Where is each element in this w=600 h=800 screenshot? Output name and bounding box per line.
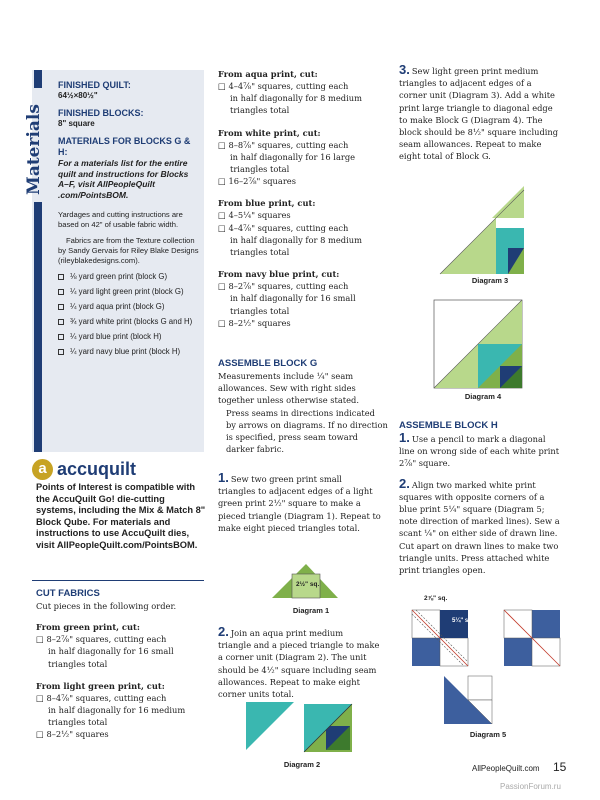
text-line: allowances. Sew with right sides (218, 383, 356, 394)
materials-list (58, 272, 200, 357)
cut-line: □ 4–4⅞" squares, cutting each (218, 222, 349, 233)
text-line: allowances. Repeat to make eight (218, 676, 360, 687)
text-line: triangles to adjacent edges of a (399, 78, 532, 89)
text-line: green print 2½" square to make a (218, 498, 361, 509)
cut-group-title: From blue print, cut: (218, 198, 316, 209)
text-line: to make Block G (Diagram 4). The (399, 114, 543, 125)
assemble-h-section (399, 420, 579, 576)
step-1-g (218, 472, 388, 534)
text-line: line on wrong side of each white print (399, 446, 560, 457)
cut-group (218, 127, 384, 188)
page-number: 15 (553, 760, 567, 774)
assemble-g-press (218, 407, 388, 456)
cut-line: □ 4–4⅞" squares, cutting each (218, 81, 349, 91)
text-line: blue print 5¼" square (Diagram 5; (399, 504, 545, 515)
cut-group (218, 197, 384, 258)
cut-line: triangles total (230, 305, 290, 316)
text-line: triangle units. Press attached white (399, 552, 550, 563)
white-square (468, 676, 492, 700)
step-number: 2. (399, 475, 410, 491)
cut-line: □ 8–2½" squares (218, 317, 291, 328)
cut-line: triangles total (48, 717, 108, 728)
diagram-1-caption: Diagram 1 (292, 606, 330, 615)
cut-line: triangles total (230, 164, 290, 175)
checkbox-icon (58, 319, 64, 325)
checkbox-icon (58, 334, 64, 340)
diagram-1-label: 2½" sq. (296, 581, 320, 588)
checkbox-icon (58, 274, 64, 280)
cut-fabrics-col-b (218, 68, 384, 339)
materials-note: For a materials list for the entire quilt and instructions for Blocks A–F, visit AllPeopleQuilt .com/PointsBOM. (58, 158, 189, 200)
cut-line: □ 8–2⅞" squares, cutting each (36, 634, 167, 645)
diagram-4-caption: Diagram 4 (464, 392, 502, 401)
divider (32, 580, 204, 581)
cut-line: in half diagonally for 16 medium (48, 705, 186, 716)
cut-line: □ 8–2⅞" squares, cutting each (218, 281, 349, 292)
fabrics-note: Fabrics are from the Texture collection by Sandy Gervais for Riley Blake Designs (rileyblakedesigns.com). (58, 236, 199, 265)
step-1-h (399, 432, 579, 470)
text-line: 1. Sew two green print small (218, 470, 342, 485)
diagram-3-caption: Diagram 3 (471, 276, 509, 285)
list-item: ⅛ yard green print (block G) (58, 272, 200, 282)
text-line: corner units total. (218, 689, 294, 700)
cut-group-title: From aqua print, cut: (218, 69, 318, 79)
text-line: print large triangle to diagonal edge (399, 102, 553, 113)
text-line: 3. Sew light green print medium (399, 62, 539, 77)
list-item: ¼ yard blue print (block H) (58, 332, 200, 342)
text-line: squares with opposite corners of a (399, 491, 545, 502)
text-line: 1. Use a pencil to mark a diagonal (399, 430, 546, 445)
cut-line: in half diagonally for 16 large (230, 151, 356, 162)
cut-group-title: From white print, cut: (218, 127, 321, 138)
text-line: pieced triangle (Diagram 1). Repeat to (218, 510, 381, 521)
step-2-g (218, 626, 388, 700)
text-line: block should be 8½" square including (399, 127, 559, 138)
step-number: 2. (218, 624, 229, 639)
checkbox-icon (58, 289, 64, 295)
cut-line: □ 8–2½" squares (36, 729, 109, 740)
cut-line: triangles total (230, 105, 290, 116)
text-line: make eight pieced triangles total. (218, 522, 360, 533)
finished-quilt-value: 64½×80½" (58, 91, 98, 100)
step-2-h (399, 475, 579, 577)
cut-group-title: From navy blue print, cut: (218, 269, 340, 280)
step-3-g (399, 64, 579, 163)
cut-line: in half diagonally for 16 small (230, 293, 356, 304)
cut-line: in half diagonally for 8 medium (230, 93, 362, 104)
cut-line: □ 8–8⅞" squares, cutting each (218, 139, 349, 150)
cut-line: □ 8–4⅞" squares, cutting each (36, 692, 167, 703)
materials-vertical-title: Materials (24, 104, 44, 195)
text-line: seam allowances. Repeat to make (399, 139, 542, 150)
diagram-3 (432, 178, 532, 278)
text-line: eight total of Block G. (399, 151, 491, 162)
accuquilt-text: Points of Interest is compatible with the AccuQuilt Go! die-cutting systems, including the Mix & Match 8" Block Qube. For materials and instructions to use AccuQuilt dies, visit AllPeopleQuilt.com/PointsBOM. (36, 482, 206, 550)
materials-strip (34, 202, 42, 452)
accuquilt-logo (32, 458, 202, 480)
cut-group (218, 268, 384, 329)
cut-fabrics-intro: Cut pieces in the following order. (36, 601, 177, 611)
text-line: corner unit (Diagram 3). Add a white (399, 90, 555, 101)
yardage-note: Yardages and cutting instructions are based on 42" of usable fabric width. (58, 210, 183, 229)
cut-line: □ 4–5¼" squares (218, 210, 291, 221)
accuquilt-logo-icon: a (32, 459, 53, 480)
step-number: 1. (218, 470, 229, 485)
text-line: 2. Join an aqua print medium (218, 624, 344, 639)
cut-group-title: From green print, cut: (36, 622, 140, 633)
text-line: a corner unit (Diagram 2). The unit (218, 652, 367, 663)
finished-quilt-label: FINISHED QUILT: (58, 80, 131, 90)
diagram-2 (246, 702, 356, 758)
text-line: print triangles open. (399, 565, 486, 576)
step-number: 3. (399, 62, 410, 77)
step-text (399, 64, 579, 163)
assemble-g-heading: ASSEMBLE BLOCK G (218, 358, 318, 369)
text-line: darker fabric. (226, 444, 284, 455)
text-line: Press seams in directions indicated (226, 407, 375, 418)
assemble-g-section (218, 358, 388, 455)
text-line: is specified, press seam toward (226, 432, 358, 443)
watermark: PassionForum.ru (500, 782, 561, 791)
materials-content (58, 80, 200, 362)
aqua-triangle (246, 702, 294, 750)
cut-fabrics-heading: CUT FABRICS (36, 588, 100, 599)
text-line: triangle and a pieced triangle to make (218, 640, 380, 651)
cut-fabrics-section (36, 588, 206, 751)
checkbox-icon (58, 304, 64, 310)
cut-group (218, 68, 384, 117)
diagram-5 (408, 592, 578, 728)
finished-blocks-label: FINISHED BLOCKS: (58, 108, 144, 118)
text-line: scant ¼" on either side of drawn line. (399, 528, 558, 539)
accuquilt-logo-text: accuquilt (57, 458, 137, 479)
finished-blocks-value: 8" square (58, 119, 95, 128)
list-item: ¾ yard white print (blocks G and H) (58, 317, 200, 327)
text-line: by arrows on diagrams. If no direction (226, 419, 388, 430)
assemble-h-heading: ASSEMBLE BLOCK H (399, 420, 498, 431)
cut-groups-col-b (218, 68, 384, 329)
cut-line: triangles total (48, 658, 108, 669)
step-number: 1. (399, 430, 410, 445)
assemble-g-intro (218, 370, 388, 407)
cut-group (36, 621, 206, 670)
list-item: ¼ yard light green print (block G) (58, 287, 200, 297)
cut-groups-col-a (36, 621, 206, 740)
diagram-5-caption: Diagram 5 (469, 730, 507, 739)
footer-site: AllPeopleQuilt.com (472, 764, 540, 773)
diagram-5-label-a: 2⅞" sq. (424, 595, 448, 602)
materials-strip-top (34, 70, 42, 88)
materials-for-label: MATERIALS FOR BLOCKS G & H: (58, 136, 191, 157)
cut-line: in half diagonally for 8 medium (230, 234, 362, 245)
cut-line: triangles total (230, 247, 290, 258)
list-item: ¼ yard navy blue print (block H) (58, 347, 200, 357)
diagram-2-caption: Diagram 2 (283, 760, 321, 769)
cut-group (36, 680, 206, 741)
text-line: Measurements include ¼" seam (218, 371, 354, 381)
text-line: Cut apart on drawn lines to make two (399, 540, 559, 551)
list-item: ¼ yard aqua print (block G) (58, 302, 200, 312)
text-line: triangles to adjacent edges of a light (218, 486, 373, 497)
text-line: 2. Align two marked white print (399, 475, 536, 491)
cut-group-title: From light green print, cut: (36, 680, 165, 691)
step-text (218, 626, 388, 700)
text-line: 2⅞" square. (399, 458, 451, 469)
step-text (218, 472, 388, 534)
navy-square (440, 610, 468, 638)
checkbox-icon (58, 349, 64, 355)
diagram-4 (432, 298, 526, 392)
diagram-5-label-b: 5¼" sq. (452, 618, 474, 624)
cut-line: □ 16–2⅞" squares (218, 176, 296, 187)
cut-line: in half diagonally for 16 small (48, 646, 174, 657)
text-line: should be 4½" square including seam (218, 664, 377, 675)
text-line: note direction of marked lines). Sew a (399, 516, 560, 527)
text-line: together unless otherwise stated. (218, 395, 359, 406)
